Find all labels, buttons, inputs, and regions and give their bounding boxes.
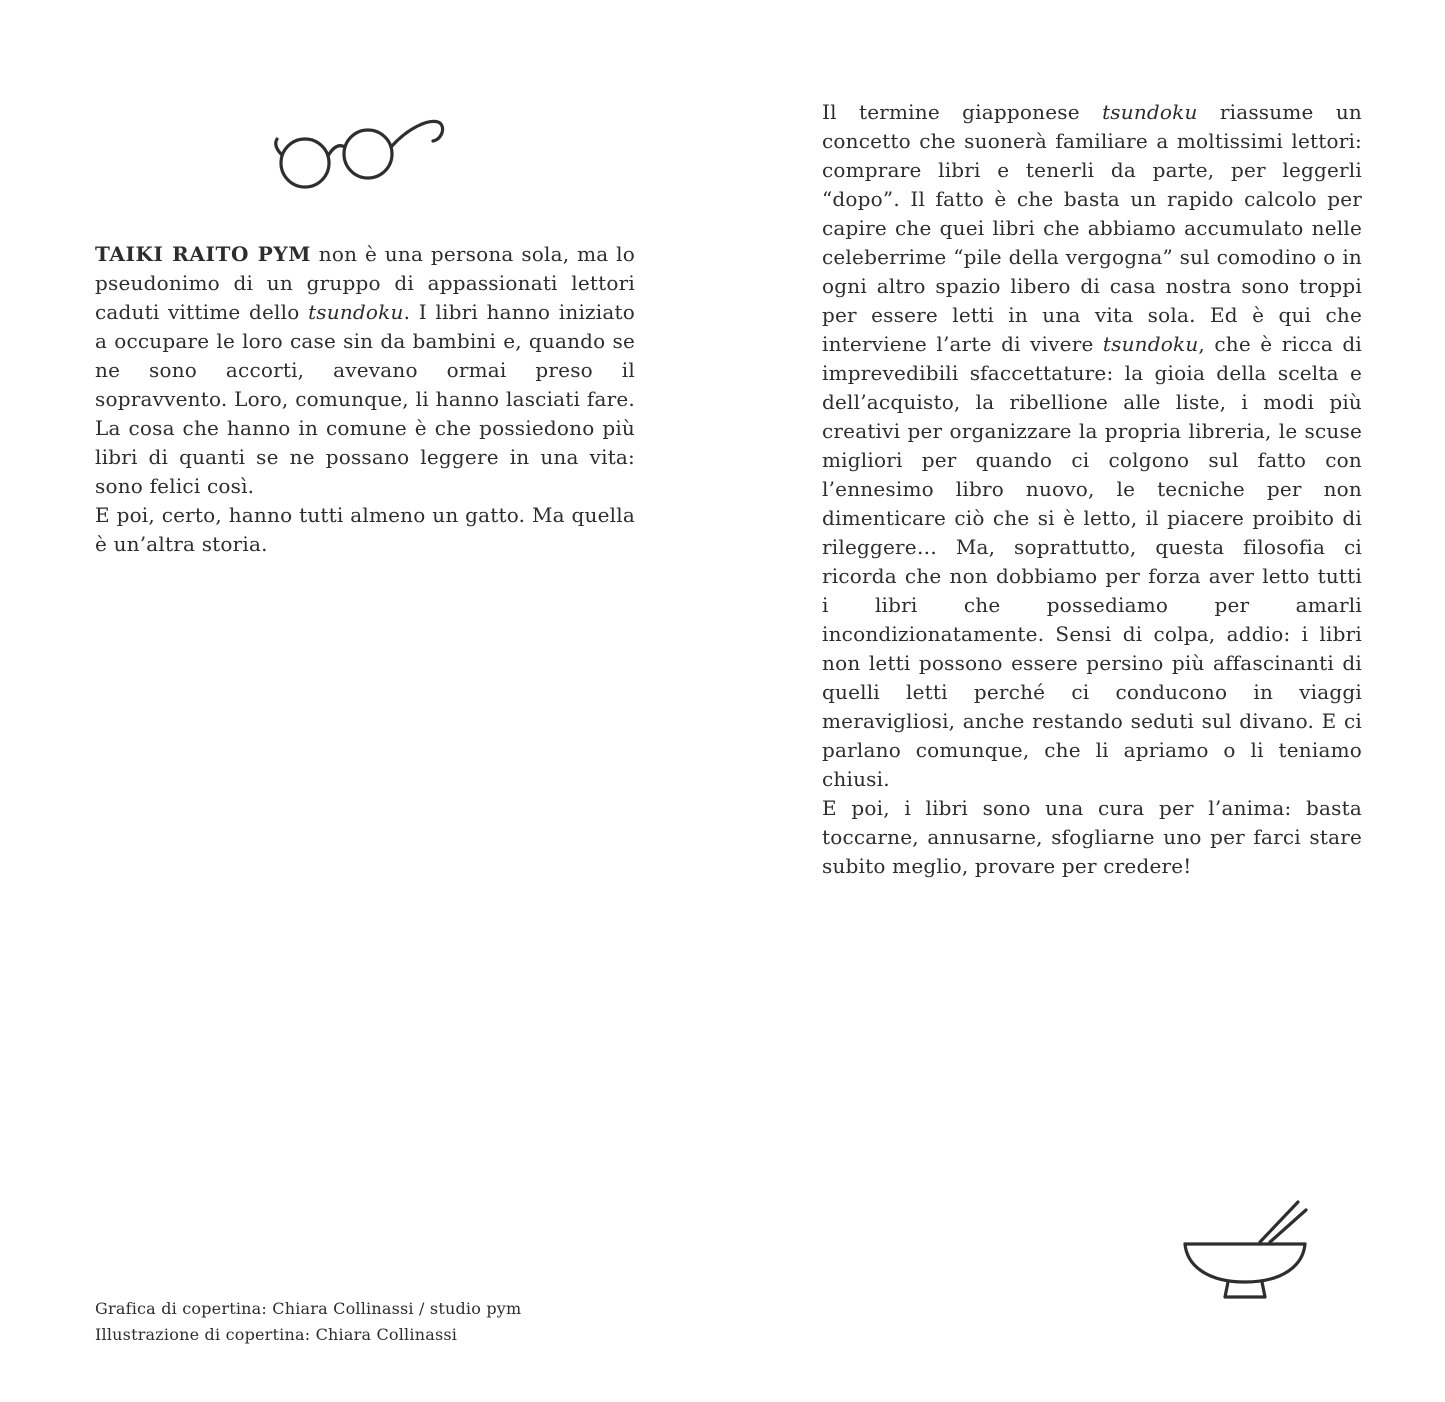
tsundoku-term: tsundoku [1102,100,1198,124]
description-paragraph: Il termine giapponese tsundoku riassume un concetto che suonerà familiare a moltissimi lettori: comprare libri e tenerli da parte, per leggerli “dopo”. Il fatto è che basta un rapido calcolo per capire che quei libri che abbiamo accumulato nelle celeberrime “pile della vergogna” sul comodino o in ogni altro spazio libero di casa nostra sono troppi per essere letti in una vita sola. Ed è qui che interviene l’arte di vivere tsundoku, che è ricca di imprevedibili sfaccettature: la gioia della scelta e dell’acquisto, la ribellione alle liste, i modi più creativi per organizzare la propria libreria, le scuse migliori per quando ci colgono sul fatto con l’ennesimo libro nuovo, le tecniche per non dimenticare ciò che si è letto, il piacere proibito di rileggere… Ma, soprattutto, questa filosofia ci ricorda che non dobbiamo per forza aver letto tutti i libri che possediamo per amarli incondizionatamente. Sensi di colpa, addio: i libri non letti possono essere persino più affascinanti di quelli letti perché ci conducono in viaggi meravigliosi, anche restando seduti sul divano. E ci parlano comunque, che li apriamo o li teniamo chiusi. [822,100,1363,791]
tsundoku-term: tsundoku [1102,332,1199,356]
author-bio-line2: E poi, certo, hanno tutti almeno un gatto. Ma quella è un’altra storia. [95,503,635,556]
author-bio-column [95,240,635,559]
description-paragraph-2: E poi, i libri sono una cura per l’anima: basta toccarne, annusarne, sfogliarne uno per farci stare subito meglio, provare per credere! [822,796,1362,878]
credit-line-graphics: Grafica di copertina: Chiara Collinassi / studio pym [95,1299,522,1318]
cover-credits [95,1296,655,1348]
credit-line-illustration: Illustrazione di copertina: Chiara Collinassi [95,1325,458,1344]
rice-bowl-with-chopsticks-icon [1178,1198,1312,1314]
author-name: TAIKI RAITO PYM [95,242,312,266]
author-bio-paragraph: TAIKI RAITO PYM non è una persona sola, ma lo pseudonimo di un gruppo di appassionati lettori caduti vittime dello tsundoku. I libri hanno iniziato a occupare le loro case sin da bambini e, quando se ne sono accorti, avevano ormai preso il sopravvento. Loro, comunque, li hanno lasciati fare. La cosa che hanno in comune è che possiedono più libri di quanti se ne possano leggere in una vita: sono felici così. [95,242,635,498]
round-glasses-icon [268,108,463,200]
book-description-column [822,98,1362,881]
tsundoku-term: tsundoku [308,300,404,324]
